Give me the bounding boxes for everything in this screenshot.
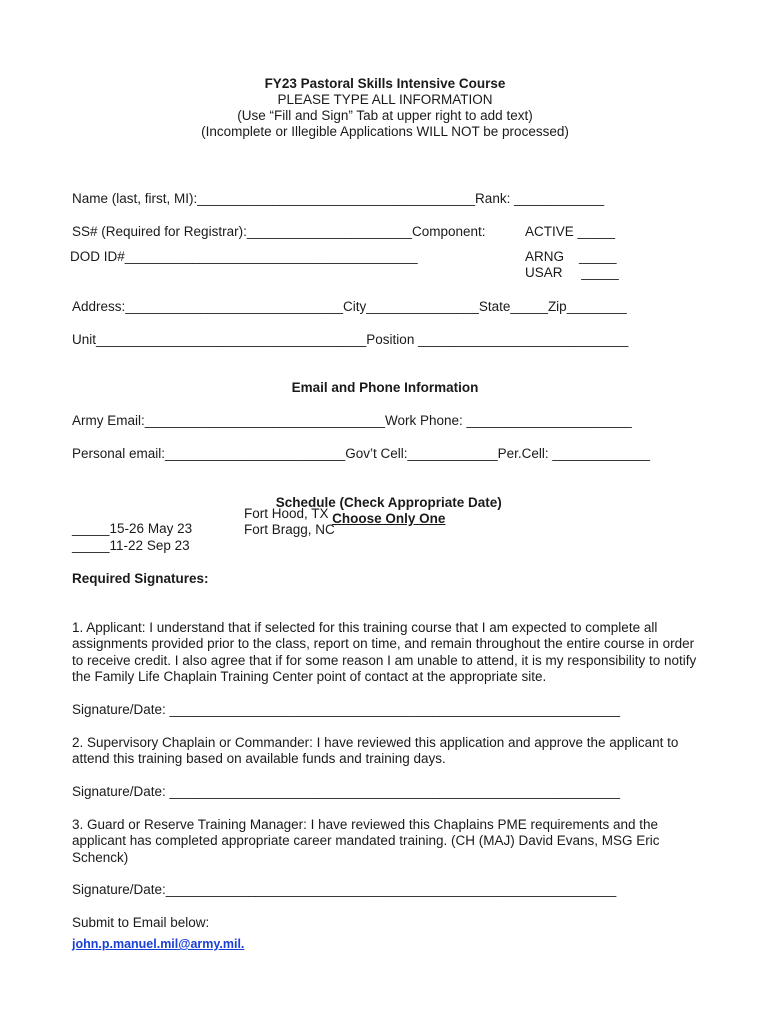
component-active-option[interactable]: ACTIVE _____ — [525, 224, 616, 239]
schedule-location-bragg: Fort Bragg, NC — [244, 522, 335, 537]
schedule-heading — [0, 479, 770, 527]
schedule-date-may[interactable]: _____15-26 May 23 — [72, 521, 193, 536]
unit-position-field[interactable]: Unit____________________________________Position ____________________________ — [72, 332, 629, 347]
army-email-field[interactable]: Army Email:________________________________Work Phone: ______________________ — [72, 413, 632, 428]
applicant-signature-field[interactable]: Signature/Date: ____________________________________________________________ — [72, 702, 621, 717]
contact-heading: Email and Phone Information — [291, 380, 479, 395]
ss-component-field[interactable]: SS# (Required for Registrar):______________________Component: — [72, 224, 486, 239]
chaplain-signature-field[interactable]: Signature/Date: ____________________________________________________________ — [72, 784, 621, 799]
signatures-heading: Required Signatures: — [72, 571, 209, 586]
schedule-date-sep[interactable]: _____11-22 Sep 23 — [72, 538, 190, 553]
submit-email-link[interactable]: john.p.manuel.mil@army.mil. — [72, 937, 245, 951]
component-arng-option[interactable]: ARNG _____ — [525, 249, 617, 264]
form-title: FY23 Pastoral Skills Intensive Course — [264, 76, 506, 91]
form-note-incomplete: (Incomplete or Illegible Applications WILL NOT be processed) — [201, 124, 569, 139]
training-manager-statement: 3. Guard or Reserve Training Manager: I have reviewed this Chaplains PME requirements and the applicant has completed appropriate career mandated training. (CH (MAJ) David Evans, MSG Eric Schenck) — [72, 817, 660, 865]
schedule-heading-text: Schedule (Check Appropriate Date) — [275, 495, 502, 510]
address-field[interactable]: Address:_____________________________City_______________State_____Zip________ — [72, 299, 627, 314]
form-note-fill-sign: (Use “Fill and Sign” Tab at upper right to add text) — [237, 108, 533, 123]
training-manager-signature-field[interactable]: Signature/Date:____________________________________________________________ — [72, 882, 617, 897]
applicant-statement: 1. Applicant: I understand that if selected for this training course that I am expected to complete all assignments provided prior to the class, report on time, and remain throughout the entire course in order to receive credit. I also agree that if for some reason I am unable to attend, it is my responsibility to notify the Family Life Chaplain Training Center point of contact at the appropriate site. — [72, 620, 697, 684]
dod-id-field[interactable]: DOD ID#_______________________________________ — [70, 249, 418, 264]
component-usar-option[interactable]: USAR _____ — [525, 265, 619, 280]
chaplain-statement: 2. Supervisory Chaplain or Commander: I have reviewed this application and approve the applicant to attend this training based on available funds and training days. — [72, 735, 679, 767]
schedule-heading-emphasis: Choose Only One — [332, 511, 446, 526]
submit-label: Submit to Email below: — [72, 915, 210, 930]
schedule-location-hood: Fort Hood, TX — [244, 506, 329, 521]
personal-email-field[interactable]: Personal email:________________________Gov’t Cell:____________Per.Cell: _____________ — [72, 446, 650, 461]
name-rank-field[interactable]: Name (last, first, MI):_____________________________________Rank: ____________ — [72, 191, 605, 206]
form-subtitle: PLEASE TYPE ALL INFORMATION — [277, 92, 493, 107]
